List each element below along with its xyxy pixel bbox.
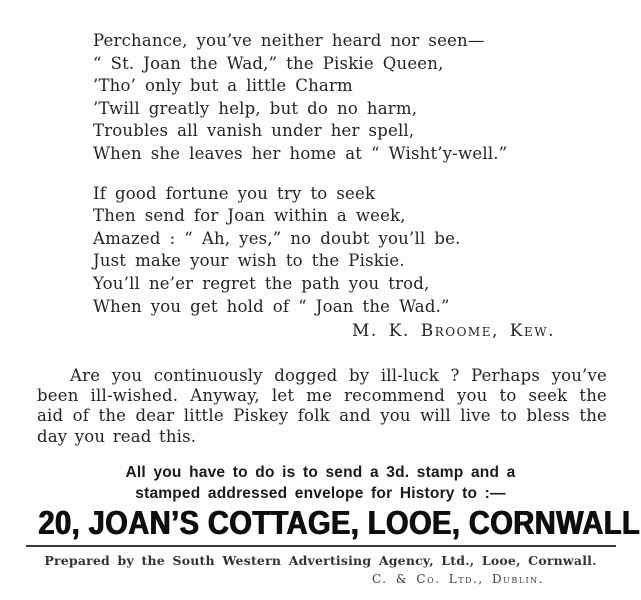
- poem-line: When she leaves her home at “ Wisht’y-well.”: [93, 143, 508, 163]
- poem-line: You’ll ne’er regret the path you trod,: [93, 273, 430, 293]
- printer-credit: C. & Co. Ltd., Dublin.: [372, 572, 544, 586]
- poem-line: ’Twill greatly help, but do no harm,: [93, 98, 418, 118]
- poem: [93, 30, 563, 335]
- poem-attribution: M. K. Broome, Kew.: [352, 321, 555, 341]
- poem-stanza-2: [93, 183, 563, 319]
- cta-line: stamped addressed envelope for History to :—: [135, 485, 506, 502]
- poem-line: “ St. Joan the Wad,” the Piskie Queen,: [93, 53, 444, 73]
- poem-line: Just make your wish to the Piskie.: [93, 251, 405, 271]
- paragraph-line: aid of the dear little Piskey folk and you will live to bless the: [37, 406, 607, 426]
- poem-line: If good fortune you try to seek: [93, 183, 376, 203]
- poem-line: Perchance, you’ve neither heard nor seen—: [93, 31, 485, 50]
- poem-line: Amazed : “ Ah, yes,” no doubt you’ll be.: [93, 228, 461, 248]
- prepared-by-credit: Prepared by the South Western Advertising Agency, Ltd., Looe, Cornwall.: [44, 553, 597, 568]
- paragraph-line: Are you continuously dogged by ill-luck ? Perhaps you’ve: [70, 366, 607, 385]
- address-headline: 20, JOAN’S COTTAGE, LOOE, CORNWALL: [38, 504, 641, 541]
- poem-stanza-1: [93, 30, 563, 166]
- footer-rule: [26, 545, 616, 547]
- poem-line: Troubles all vanish under her spell,: [93, 121, 415, 141]
- paragraph-line: been ill-wished. Anyway, let me recommend you to seek the: [37, 386, 607, 406]
- paragraph-line: day you read this.: [37, 426, 197, 446]
- poem-line: When you get hold of “ Joan the Wad.”: [93, 296, 450, 316]
- body-paragraph: [37, 366, 607, 447]
- poem-line: ’Tho’ only but a little Charm: [93, 76, 353, 96]
- call-to-action: [0, 462, 641, 504]
- poem-line: Then send for Joan within a week,: [93, 206, 406, 226]
- cta-line: All you have to do is to send a 3d. stamp and a: [125, 464, 516, 481]
